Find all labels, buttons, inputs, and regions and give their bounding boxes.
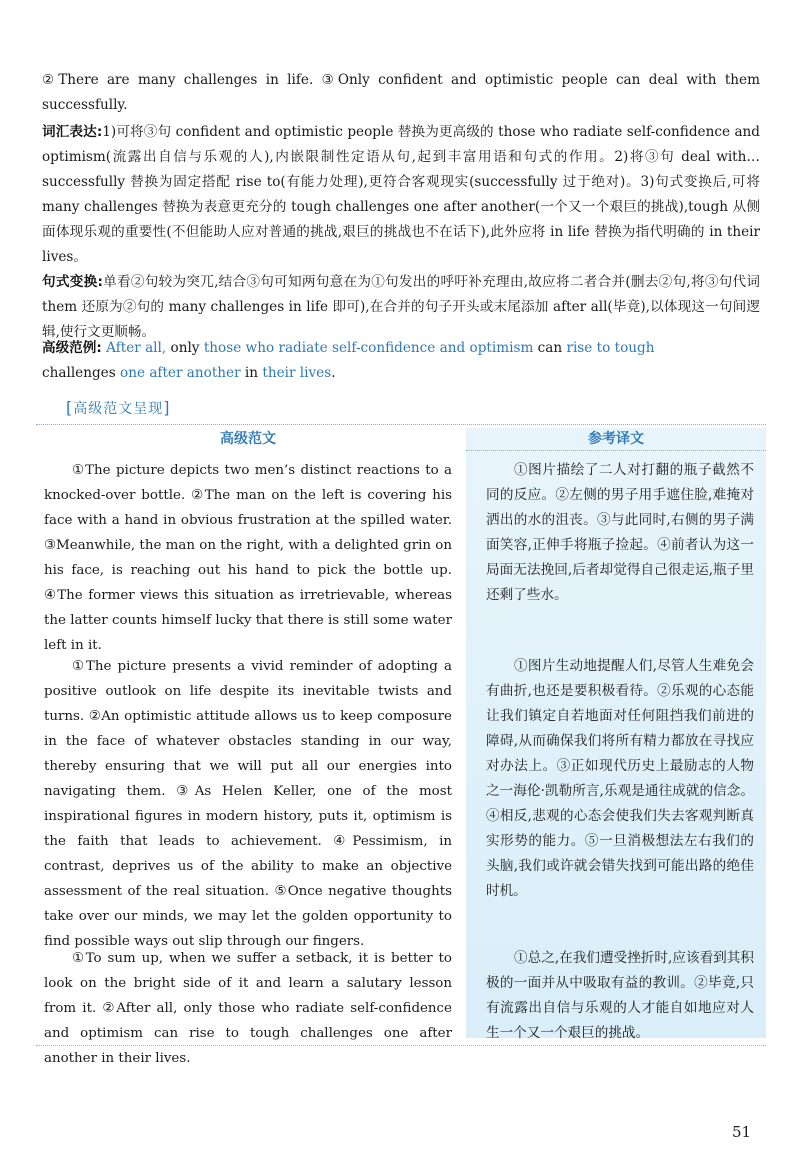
essay-en-paragraph-3: ①To sum up, when we suffer a setback, it is better to look on the bright side of it and learn a salutary lesson from it. ②After all, only those who radiate self-confidence and optimism can rise to tough challenges one after another in their lives. [44, 951, 452, 1066]
essay-chinese-column [466, 428, 766, 1041]
example-challenges: challenges [42, 365, 116, 381]
essay-zh-paragraph-3: ①总之,在我们遭受挫折时,应该看到其积极的一面并从中吸取有益的教训。②毕竟,只有流露出自信与乐观的人才能自如地应对人生一个又一个艰巨的挑战。 [486, 950, 754, 1041]
example-rise-to-tough: rise to tough [566, 340, 655, 356]
divider-bottom [36, 1045, 766, 1046]
divider-top [36, 424, 766, 425]
vocab-text: 1)可将③句 confident and optimistic people 替换为更高级的 those who radiate self-confidence and optimism(流露出自信与乐观的人),内嵌限制性定语从句,起到丰富用语和句式的作用。2)将③句 deal with…successfully 替换为固定搭配 rise to(有能力处理),更符合客观现实(successfully 过于绝对)。3)句式变换后,可将 many challenges 替换为表意更充分的 tough challenges one after another(一个又一个艰巨的挑战),tough 从侧面体现乐观的重要性(不但能助人应对普通的挑战,艰巨的挑战也不在话下),此外应将 in life 替换为指代明确的 in their lives。 [42, 124, 761, 265]
essay-zh-paragraph-2: ①图片生动地提醒人们,尽管人生难免会有曲折,也还是要积极看待。②乐观的心态能让我们镇定自若地面对任何阻挡我们前进的障碍,从而确保我们将所有精力都放在寻找应对办法上。③正如现代历史上最励志的人物之一海伦·凯勒所言,乐观是通往成就的信念。④相反,悲观的心态会使我们失去客观判断真实形势的能力。⑤一旦消极想法左右我们的头脑,我们或许就会错失找到可能出路的绝佳时机。 [486, 658, 754, 899]
example-after-all: After all, [106, 340, 167, 356]
essay-en-paragraph-1: ①The picture depicts two men’s distinct reactions to a knocked-over bottle. ②The man on the left is covering his face with a hand in obvious frustration at the spilled water. ③Meanwhile, the man on the right, with a delighted grin on his face, is reaching out his hand to pick the bottle up. ④The former views this situation as irretrievable, whereas the latter counts himself lucky that there is still some water left in it. [44, 463, 452, 653]
section-title: [高级范文呈现] [66, 398, 171, 417]
example-those-who: those who radiate self-confidence and optimism [203, 340, 534, 356]
example-can: can [533, 340, 567, 356]
vocab-label: 词汇表达: [42, 124, 103, 140]
essay-english-header: 高级范文 [220, 431, 276, 447]
example-in: in [240, 365, 263, 381]
example-only: only [166, 340, 204, 356]
sentence-label: 句式变换: [42, 274, 103, 290]
example-period: . [331, 365, 336, 381]
section-title-text: 高级范文呈现 [73, 401, 164, 417]
original-sentences: ②There are many challenges in life. ③Only confident and optimistic people can deal with them successfully. [42, 72, 760, 113]
example-label: 高级范例: [42, 340, 102, 356]
vocab-analysis [42, 120, 760, 270]
page-number: 51 [732, 1123, 752, 1141]
essay-en-paragraph-2: ①The picture presents a vivid reminder of adopting a positive outlook on life despite its inevitable twists and turns. ②An optimistic attitude allows us to keep composure in the face of whatever obstacles standing in our way, thereby ensuring that we will put all our energies into navigating them. ③As Helen Keller, one of the most inspirational figures in modern history, puts it, optimism is the faith that leads to achievement. ④Pessimism, in contrast, deprives us of the ability to make an objective assessment of the real situation. ⑤Once negative thoughts take over our minds, we may let the golden opportunity to find possible ways out slip through our fingers. [44, 659, 452, 949]
example-one-after-another: one after another [115, 365, 241, 381]
example-their-lives: their lives [262, 365, 332, 381]
sentence-analysis [42, 270, 760, 345]
sentence-text: 单看②句较为突兀,结合③句可知两句意在为①句发出的呼吁补充理由,故应将二者合并(删去②句,将③句代词 them 还原为②句的 many challenges in life 即可),在合并的句子开头或末尾添加 after all(毕竟),以体现这一句间逻辑,使行文更顺畅。 [42, 274, 761, 340]
example-sentence [42, 336, 760, 386]
essay-chinese-header: 参考译文 [466, 428, 766, 451]
essay-zh-paragraph-1: ①图片描绘了二人对打翻的瓶子截然不同的反应。②左侧的男子用手遮住脸,难掩对洒出的水的沮丧。③与此同时,右侧的男子满面笑容,正伸手将瓶子捡起。④前者认为这一局面无法挽回,后者却觉得自己很走运,瓶子里还剩了些水。 [486, 462, 754, 603]
essay-english-column [44, 428, 452, 1066]
